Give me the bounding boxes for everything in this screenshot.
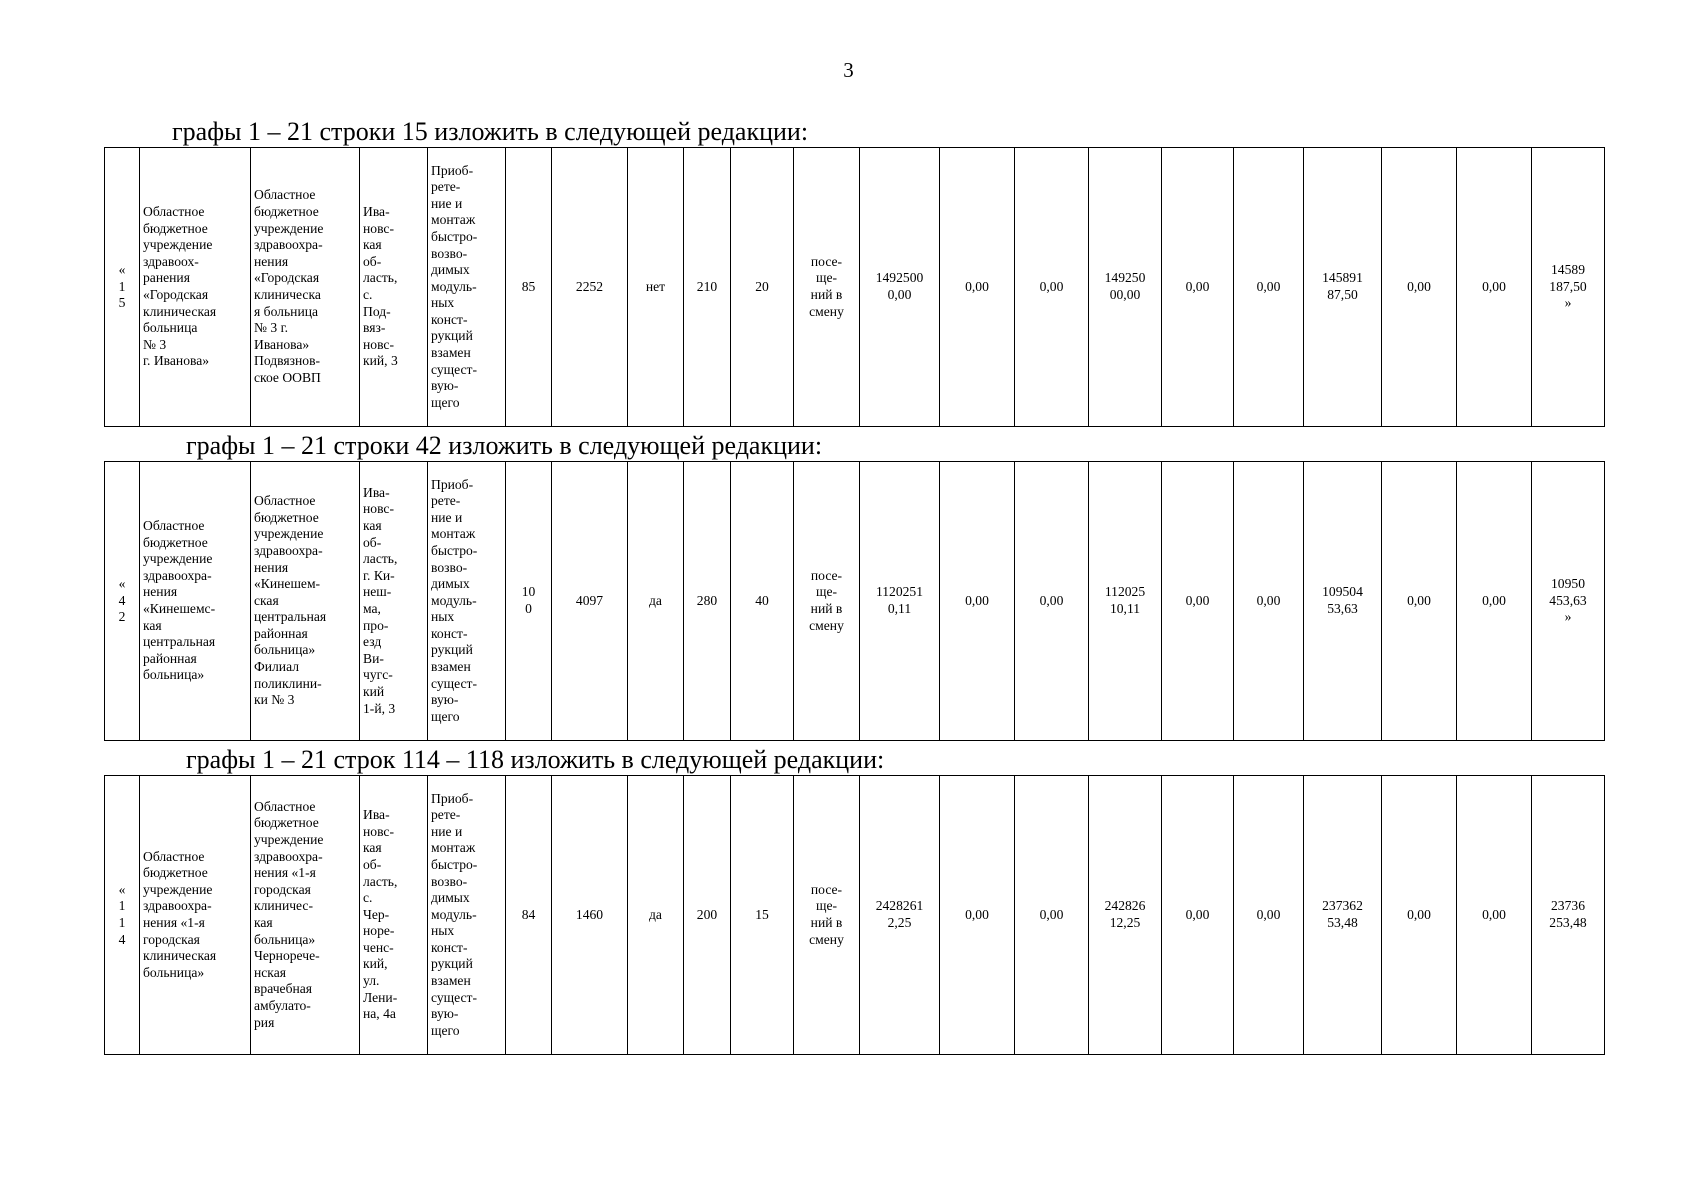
cell-address: Ива- новс- кая об- ласть, г. Ки- неш- ма, про- езд Ви- чугс- кий 1-й, 3 [360, 462, 428, 741]
cell-col-12: 2428261 2,25 [860, 776, 940, 1055]
cell-col-20: 0,00 [1457, 462, 1532, 741]
cell-col-8: да [628, 462, 684, 741]
section-heading-3: графы 1 – 21 строк 114 – 118 изложить в следующей редакции: [186, 745, 885, 774]
cell-unit: посе- ще- ний в смену [794, 776, 860, 1055]
cell-col-19: 0,00 [1382, 148, 1457, 427]
cell-col-7: 1460 [552, 776, 628, 1055]
cell-col-9: 210 [684, 148, 731, 427]
cell-col-17: 0,00 [1234, 462, 1304, 741]
cell-col-13: 0,00 [940, 776, 1015, 1055]
cell-col-12: 1492500 0,00 [860, 148, 940, 427]
table-row-15 [104, 147, 1605, 427]
cell-col-16: 0,00 [1162, 148, 1234, 427]
cell-address: Ива- новс- кая об- ласть, с. Под- вяз- новс- кий, 3 [360, 148, 428, 427]
cell-row-number: « 1 1 4 [105, 776, 140, 1055]
cell-col-19: 0,00 [1382, 462, 1457, 741]
cell-col-15: 112025 10,11 [1089, 462, 1162, 741]
cell-col-21: 23736 253,48 [1532, 776, 1605, 1055]
table-row [105, 776, 1605, 1055]
cell-address: Ива- новс- кая об- ласть, с. Чер- норе- ченс- кий, ул. Лени- на, 4а [360, 776, 428, 1055]
cell-work-type: Приоб- рете- ние и монтаж быстро- возво- димых модуль- ных конст- рукций взамен сущест- вую- щего [428, 148, 506, 427]
cell-col-10: 40 [731, 462, 794, 741]
cell-work-type: Приоб- рете- ние и монтаж быстро- возво- димых модуль- ных конст- рукций взамен сущест- вую- щего [428, 776, 506, 1055]
table-row [105, 462, 1605, 741]
cell-institution: Областное бюджетное учреждение здравоохра- нения «1-я городская клиническая больница» [140, 776, 251, 1055]
cell-col-18: 145891 87,50 [1304, 148, 1382, 427]
table-row [105, 148, 1605, 427]
cell-col-6: 85 [506, 148, 552, 427]
cell-col-10: 20 [731, 148, 794, 427]
cell-col-17: 0,00 [1234, 776, 1304, 1055]
cell-col-14: 0,00 [1015, 148, 1089, 427]
cell-col-6: 10 0 [506, 462, 552, 741]
cell-institution: Областное бюджетное учреждение здравоох- ранения «Городская клиническая больница № 3 г. Иванова» [140, 148, 251, 427]
cell-col-15: 242826 12,25 [1089, 776, 1162, 1055]
cell-col-10: 15 [731, 776, 794, 1055]
cell-col-17: 0,00 [1234, 148, 1304, 427]
cell-col-18: 237362 53,48 [1304, 776, 1382, 1055]
cell-institution: Областное бюджетное учреждение здравоохра- нения «Кинешемс- кая центральная районная больница» [140, 462, 251, 741]
section-heading-2: графы 1 – 21 строки 42 изложить в следующей редакции: [186, 431, 823, 460]
cell-col-14: 0,00 [1015, 776, 1089, 1055]
cell-col-15: 149250 00,00 [1089, 148, 1162, 427]
table-row-114 [104, 775, 1605, 1055]
cell-col-21: 14589 187,50 » [1532, 148, 1605, 427]
cell-row-number: « 1 5 [105, 148, 140, 427]
cell-col-21: 10950 453,63 » [1532, 462, 1605, 741]
cell-unit: посе- ще- ний в смену [794, 462, 860, 741]
cell-col-9: 200 [684, 776, 731, 1055]
section-heading-1: графы 1 – 21 строки 15 изложить в следующей редакции: [172, 117, 809, 146]
cell-work-type: Приоб- рете- ние и монтаж быстро- возво- димых модуль- ных конст- рукций взамен сущест- вую- щего [428, 462, 506, 741]
cell-col-8: да [628, 776, 684, 1055]
cell-col-19: 0,00 [1382, 776, 1457, 1055]
cell-col-7: 2252 [552, 148, 628, 427]
cell-col-8: нет [628, 148, 684, 427]
cell-col-16: 0,00 [1162, 776, 1234, 1055]
cell-col-13: 0,00 [940, 462, 1015, 741]
cell-row-number: « 4 2 [105, 462, 140, 741]
cell-col-7: 4097 [552, 462, 628, 741]
cell-col-9: 280 [684, 462, 731, 741]
cell-subdivision: Областное бюджетное учреждение здравоохра- нения «Городская клиническа я больница № 3 г. Иванова» Подвязнов- ское ООВП [251, 148, 360, 427]
table-row-42 [104, 461, 1605, 741]
cell-col-20: 0,00 [1457, 776, 1532, 1055]
cell-col-13: 0,00 [940, 148, 1015, 427]
cell-col-18: 109504 53,63 [1304, 462, 1382, 741]
cell-subdivision: Областное бюджетное учреждение здравоохра- нения «1-я городская клиничес- кая больница» Чернорече- нская врачебная амбулато- рия [251, 776, 360, 1055]
cell-col-16: 0,00 [1162, 462, 1234, 741]
cell-col-20: 0,00 [1457, 148, 1532, 427]
cell-col-6: 84 [506, 776, 552, 1055]
page-number: 3 [843, 58, 854, 82]
cell-unit: посе- ще- ний в смену [794, 148, 860, 427]
cell-col-12: 1120251 0,11 [860, 462, 940, 741]
cell-col-14: 0,00 [1015, 462, 1089, 741]
cell-subdivision: Областное бюджетное учреждение здравоохра- нения «Кинешем- ская центральная районная больница» Филиал поликлини- ки № 3 [251, 462, 360, 741]
